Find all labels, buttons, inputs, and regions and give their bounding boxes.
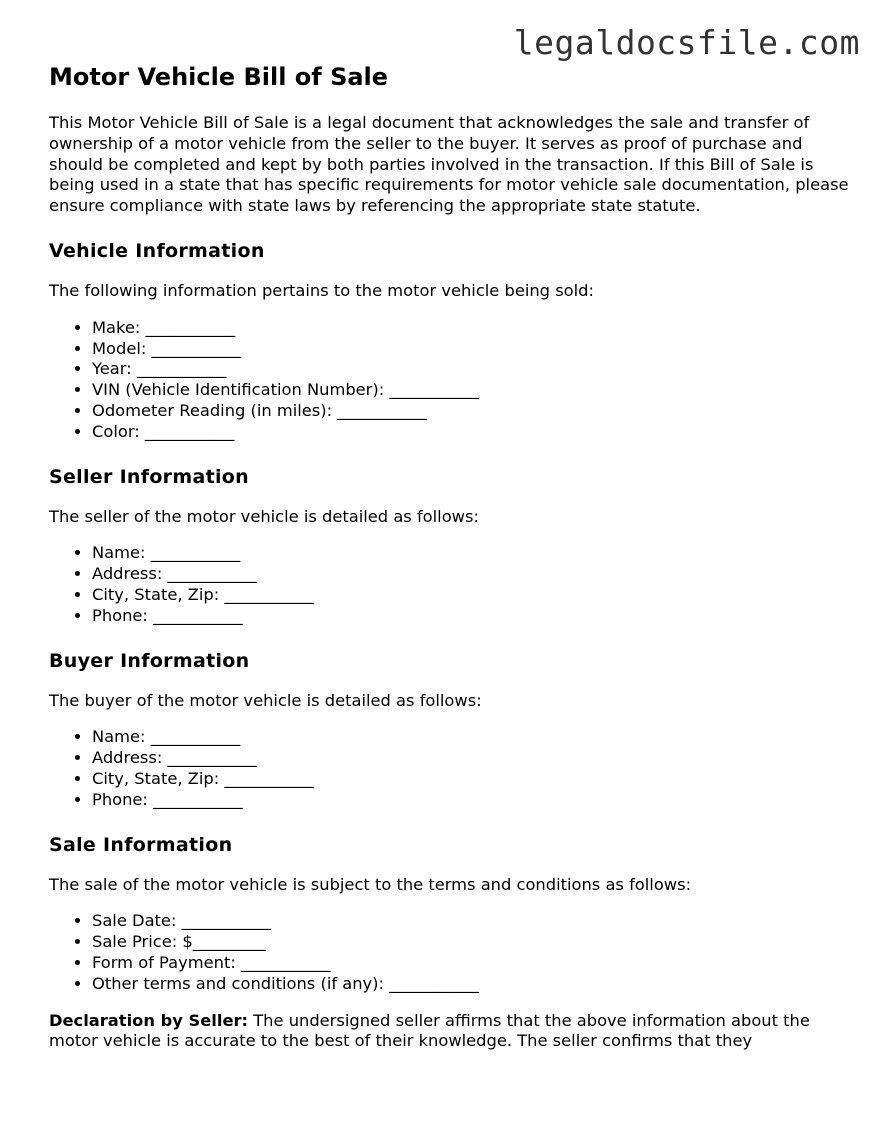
page-title: Motor Vehicle Bill of Sale: [49, 63, 389, 91]
section-lead: The buyer of the motor vehicle is detailed as follows:: [49, 690, 482, 710]
field-list: [49, 727, 849, 810]
section-lead: The seller of the motor vehicle is detailed as follows:: [49, 506, 479, 526]
field-list: [49, 911, 849, 994]
section-lead: The sale of the motor vehicle is subject to the terms and conditions as follows:: [49, 874, 692, 894]
list-item: • Phone: ___________: [92, 790, 849, 811]
watermark: legaldocsfile.com: [513, 23, 860, 62]
vehicle-information-section: [49, 239, 849, 443]
list-item: • City, State, Zip: ___________: [92, 585, 849, 606]
list-item: • Model: ___________: [92, 339, 849, 360]
list-item: • Address: ___________: [92, 748, 849, 769]
list-item: • City, State, Zip: ___________: [92, 769, 849, 790]
section-heading: Seller Information: [49, 465, 249, 488]
list-item: • Form of Payment: ___________: [92, 953, 849, 974]
list-item: • Odometer Reading (in miles): ___________: [92, 401, 849, 422]
intro-paragraph: This Motor Vehicle Bill of Sale is a legal document that acknowledges the sale and transfer of ownership of a motor vehicle from the seller to the buyer. It serves as proof of purchase and should be completed and kept by both parties involved in the transaction. If this Bill of Sale is being used in a state that has specific requirements for motor vehicle sale documentation, please ensure compliance with state laws by referencing the appropriate state statute.: [49, 113, 849, 216]
buyer-information-section: [49, 649, 849, 811]
section-heading: Buyer Information: [49, 649, 250, 672]
field-list: [49, 318, 849, 443]
seller-declaration: [49, 1011, 849, 1053]
list-item: • Color: ___________: [92, 422, 849, 443]
declaration-label: Declaration by Seller:: [49, 1010, 249, 1030]
list-item: • Name: ___________: [92, 543, 849, 564]
list-item: • Sale Price: $_________: [92, 932, 849, 953]
list-item: • Other terms and conditions (if any): ___________: [92, 974, 849, 995]
list-item: • Phone: ___________: [92, 606, 849, 627]
field-list: [49, 543, 849, 626]
section-heading: Vehicle Information: [49, 239, 265, 262]
document-body: [49, 62, 849, 1052]
section-lead: The following information pertains to the motor vehicle being sold:: [49, 280, 594, 300]
declaration-text: The undersigned seller affirms that the above information about the motor vehicle is accurate to the best of their knowledge. The seller confirms that they: [49, 1010, 810, 1051]
list-item: • Make: ___________: [92, 318, 849, 339]
list-item: • Year: ___________: [92, 359, 849, 380]
seller-information-section: [49, 465, 849, 627]
sale-information-section: [49, 833, 849, 995]
list-item: • Name: ___________: [92, 727, 849, 748]
list-item: • VIN (Vehicle Identification Number): ___________: [92, 380, 849, 401]
section-heading: Sale Information: [49, 833, 233, 856]
list-item: • Sale Date: ___________: [92, 911, 849, 932]
list-item: • Address: ___________: [92, 564, 849, 585]
